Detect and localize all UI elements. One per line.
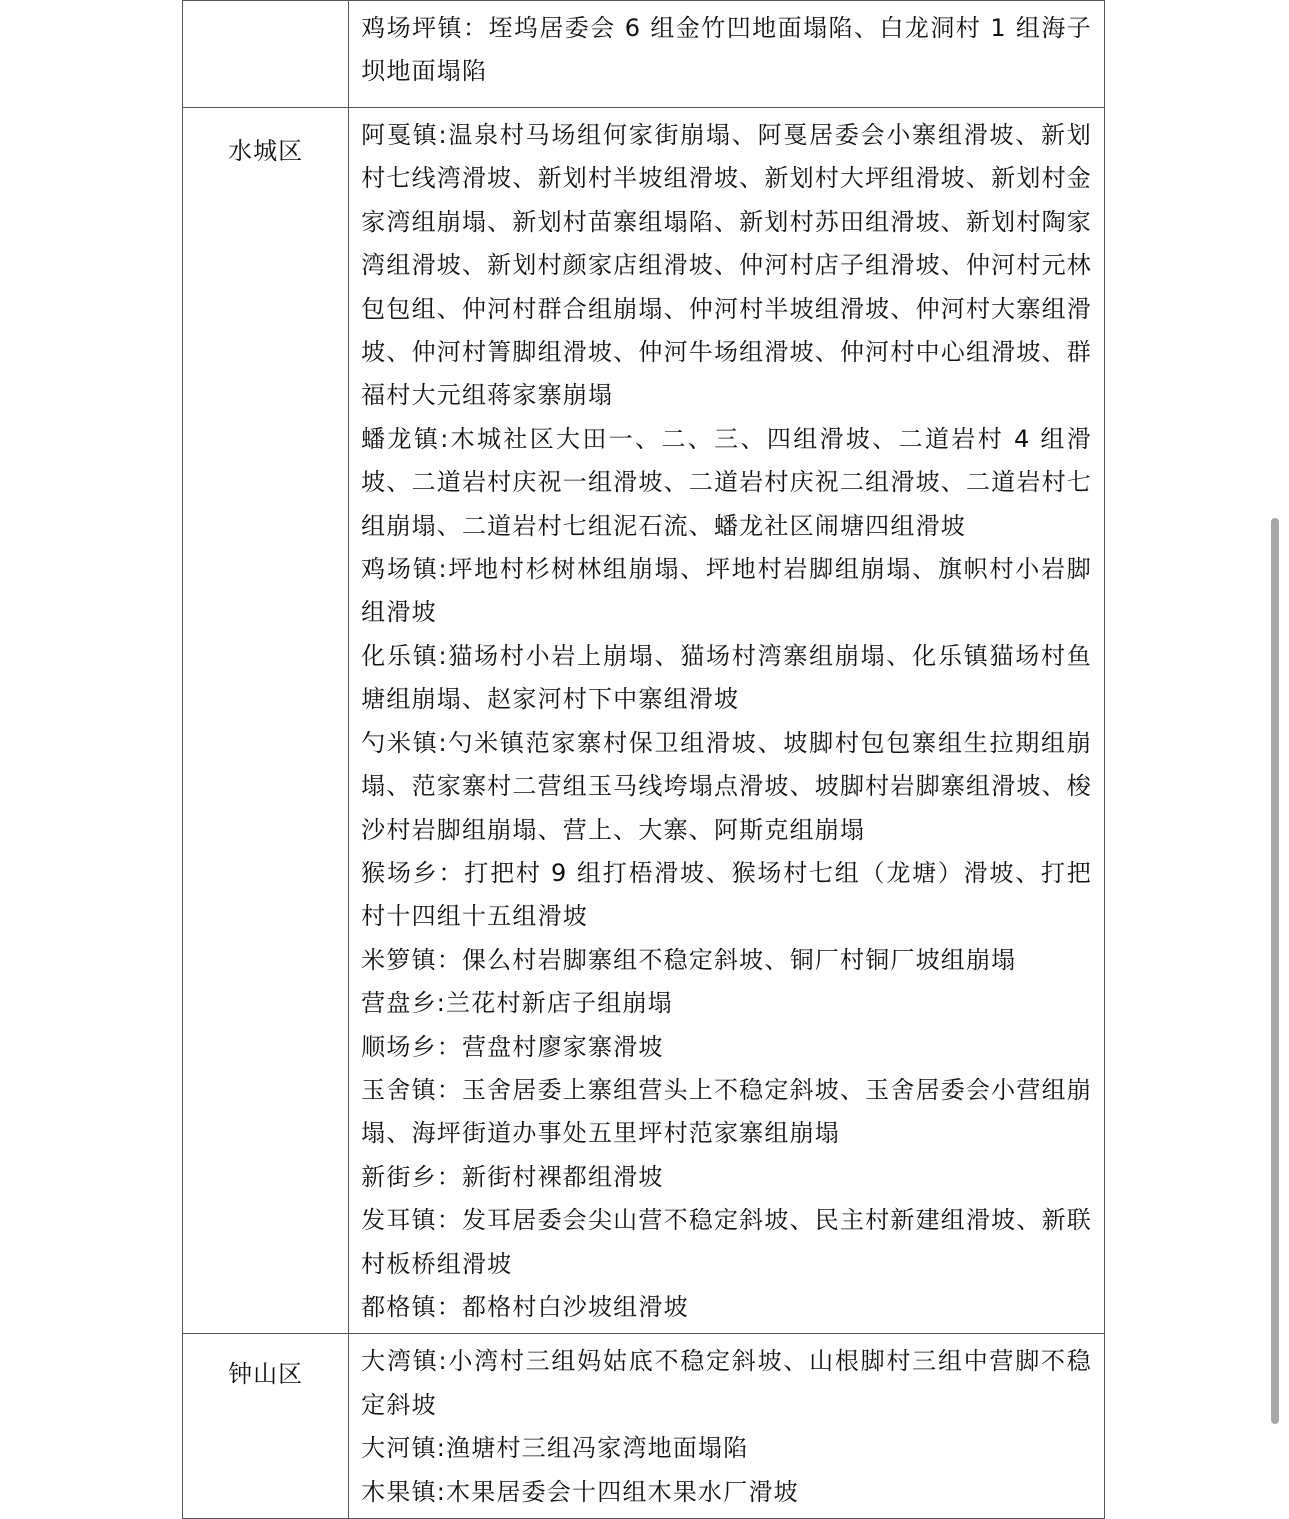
region-cell <box>183 108 349 1334</box>
scrollbar-thumb[interactable] <box>1271 518 1279 1424</box>
table-row <box>183 1334 1105 1519</box>
town-entry: 木果镇:木果居委会十四组木果水厂滑坡 <box>361 1477 799 1506</box>
detail-cell <box>349 1 1105 108</box>
region-name: 钟山区 <box>228 1360 304 1389</box>
town-entry: 鸡场镇:坪地村杉树林组崩塌、坪地村岩脚组崩塌、旗帜村小岩脚组滑坡 <box>361 555 1092 627</box>
town-entry: 营盘乡:兰花村新店子组崩塌 <box>361 989 673 1018</box>
town-entry: 顺场乡：营盘村廖家寨滑坡 <box>361 1032 664 1061</box>
hazard-sites-table <box>182 0 1105 1519</box>
town-entry: 阿戛镇:温泉村马场组何家街崩塌、阿戛居委会小寨组滑坡、新划村七线湾滑坡、新划村半坡组滑坡、新划村大坪组滑坡、新划村金家湾组崩塌、新划村苗寨组塌陷、新划村苏田组滑坡、新划村陶家湾组滑坡、新划村颜家店组滑坡、仲河村店子组滑坡、仲河村元林包包组、仲河村群合组崩塌、仲河村半坡组滑坡、仲河村大寨组滑坡、仲河村箐脚组滑坡、仲河牛场组滑坡、仲河村中心组滑坡、群福村大元组蒋家寨崩塌 <box>361 121 1092 410</box>
table-row <box>183 108 1105 1334</box>
town-entry: 米箩镇：倮么村岩脚寨组不稳定斜坡、铜厂村铜厂坡组崩塌 <box>361 945 1017 974</box>
town-entry: 鸡场坪镇：垤坞居委会 6 组金竹凹地面塌陷、白龙洞村 1 组海子坝地面塌陷 <box>361 14 1092 86</box>
detail-cell <box>349 108 1105 1334</box>
town-entry: 玉舍镇：玉舍居委上寨组营头上不稳定斜坡、玉舍居委会小营组崩塌、海坪街道办事处五里坪村范家寨组崩塌 <box>361 1075 1092 1148</box>
table-row <box>183 1 1105 108</box>
town-entry: 都格镇：都格村白沙坡组滑坡 <box>361 1292 689 1321</box>
region-name <box>183 1 348 107</box>
town-entry: 勺米镇:勺米镇范家寨村保卫组滑坡、坡脚村包包寨组生拉期组崩塌、范家寨村二营组玉马线垮塌点滑坡、坡脚村岩脚寨组滑坡、梭沙村岩脚组崩塌、营上、大寨、阿斯克组崩塌 <box>361 728 1092 844</box>
town-entry: 新街乡：新街村裸都组滑坡 <box>361 1162 664 1191</box>
town-entry: 化乐镇:猫场村小岩上崩塌、猫场村湾寨组崩塌、化乐镇猫场村鱼塘组崩塌、赵家河村下中寨组滑坡 <box>361 641 1092 714</box>
region-cell <box>183 1 349 108</box>
town-entry: 大河镇:渔塘村三组冯家湾地面塌陷 <box>361 1434 749 1463</box>
town-entry: 猴场乡：打把村 9 组打梧滑坡、猴场村七组（龙塘）滑坡、打把村十四组十五组滑坡 <box>361 858 1092 931</box>
town-entry: 发耳镇：发耳居委会尖山营不稳定斜坡、民主村新建组滑坡、新联村板桥组滑坡 <box>361 1206 1092 1278</box>
region-name: 水城区 <box>228 137 304 165</box>
town-entry: 蟠龙镇:木城社区大田一、二、三、四组滑坡、二道岩村 4 组滑坡、二道岩村庆祝一组滑坡、二道岩村庆祝二组滑坡、二道岩村七组崩塌、二道岩村七组泥石流、蟠龙社区闹塘四组滑坡 <box>361 424 1092 540</box>
detail-cell <box>349 1334 1105 1519</box>
region-cell <box>183 1334 349 1519</box>
vertical-scrollbar[interactable] <box>1271 0 1289 1498</box>
town-entry: 大湾镇:小湾村三组妈姑底不稳定斜坡、山根脚村三组中营脚不稳定斜坡 <box>361 1347 1092 1419</box>
